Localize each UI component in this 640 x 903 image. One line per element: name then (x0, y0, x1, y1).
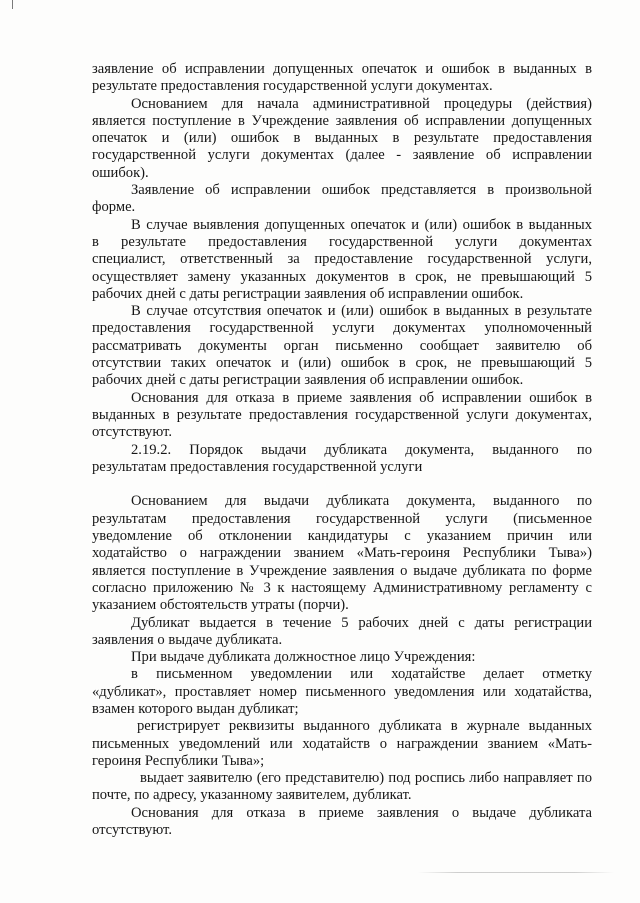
text-line: выдает заявителю (его представителю) под роспись либо направляет по (140, 770, 592, 787)
text-line: форме. (92, 199, 136, 216)
text-line: опечаток и (или) ошибок в выданных в результате предоставления (92, 130, 592, 147)
text-line: специалист, ответственный за предоставление государственной услуги, (92, 251, 592, 268)
text-line: Заявление об исправлении ошибок представляется в произвольной (131, 182, 592, 199)
document-body (92, 61, 592, 839)
text-line: Основанием для выдачи дубликата документа, выданного по (131, 493, 592, 510)
text-line: рассматривать документы орган письменно сообщает заявителю об (92, 337, 592, 354)
paragraph (92, 666, 592, 718)
paragraph (92, 718, 592, 770)
text-line: В случае отсутствия опечаток и (или) ошибок в выданных в результате (131, 303, 592, 320)
paragraph (92, 96, 592, 182)
paragraph (92, 182, 592, 217)
text-line: почте, по адресу, указанному заявителем, дубликат. (92, 787, 412, 804)
text-line: результатам предоставления государственной услуги (письменное (92, 510, 592, 527)
text-line: в письменном уведомлении или ходатайстве делает отметку (131, 666, 592, 683)
paragraph (92, 303, 592, 389)
text-line: Дубликат выдается в течение 5 рабочих дней с даты регистрации (131, 614, 592, 631)
text-line: выданных в результате предоставления государственной услуги документах, (92, 406, 592, 423)
text-line: героиня Республики Тыва»; (92, 752, 265, 769)
text-line: Основанием для начала административной процедуры (действия) (131, 95, 592, 112)
section-heading (92, 442, 592, 477)
text-line: регистрирует реквизиты выданного дубликата в журнале выданных (137, 718, 592, 735)
text-line: ходатайство о награждении званием «Мать-героиня Республики Тыва») (92, 545, 592, 562)
text-line: ошибок). (92, 164, 149, 181)
text-line: отсутствуют. (92, 822, 172, 839)
text-line: результате предоставления государственной услуги документах. (92, 78, 493, 95)
paragraph (92, 390, 592, 442)
text-line: Основания для отказа в приеме заявления о выдаче дубликата (131, 804, 592, 821)
paragraph (92, 61, 592, 96)
text-line: уведомление об отклонении кандидатуры с указанием причин или (92, 528, 592, 545)
text-line: государственной услуги документах (далее - заявление об исправлении (92, 147, 592, 164)
paragraph (92, 649, 592, 666)
text-line: согласно приложению № 3 к настоящему Административному регламенту с (92, 579, 592, 596)
text-line: заявления о выдаче дубликата. (92, 631, 283, 648)
text-line: указанием обстоятельств утраты (порчи). (92, 597, 349, 614)
scan-artifact-line (418, 872, 614, 873)
text-line: предоставления государственной услуги документах уполномоченный (92, 320, 592, 337)
text-line: «дубликат», проставляет номер письменного уведомления или ходатайства, (92, 683, 592, 700)
text-line: осуществляет замену указанных документов в срок, не превышающий 5 (92, 268, 592, 285)
text-line: является поступление в Учреждение заявления об исправлении допущенных (92, 112, 592, 129)
paragraph (92, 217, 592, 303)
text-line: отсутствии таких опечаток и (или) ошибок в срок, не превышающий 5 (92, 355, 592, 372)
text-line: Основания для отказа в приеме заявления об исправлении ошибок в (131, 389, 592, 406)
scan-mark (12, 0, 13, 9)
text-line: отсутствуют. (92, 424, 172, 441)
text-line: При выдаче дубликата должностное лицо Учреждения: (131, 649, 476, 666)
paragraph (92, 805, 592, 840)
paragraph (92, 770, 592, 805)
text-line: результатам предоставления государственной услуги (92, 458, 423, 475)
paragraph (92, 615, 592, 650)
text-line: взамен которого выдан дубликат; (92, 700, 299, 717)
text-line: рабочих дней с даты регистрации заявления об исправлении ошибок. (92, 372, 524, 389)
text-line: В случае выявления допущенных опечаток и (или) ошибок в выданных (131, 216, 592, 233)
text-line: является поступление в Учреждение заявления о выдаче дубликата по форме (92, 562, 592, 579)
paragraph (92, 493, 592, 614)
text-line: заявление об исправлении допущенных опечаток и ошибок в выданных в (92, 61, 592, 77)
text-line: письменных уведомлений или ходатайств о награждении званием «Мать- (92, 735, 592, 752)
text-line: в результате предоставления государственной услуги документах (92, 233, 592, 250)
text-line: рабочих дней с даты регистрации заявления об исправлении ошибок. (92, 285, 524, 302)
text-line: 2.19.2. Порядок выдачи дубликата документа, выданного по (131, 441, 592, 458)
